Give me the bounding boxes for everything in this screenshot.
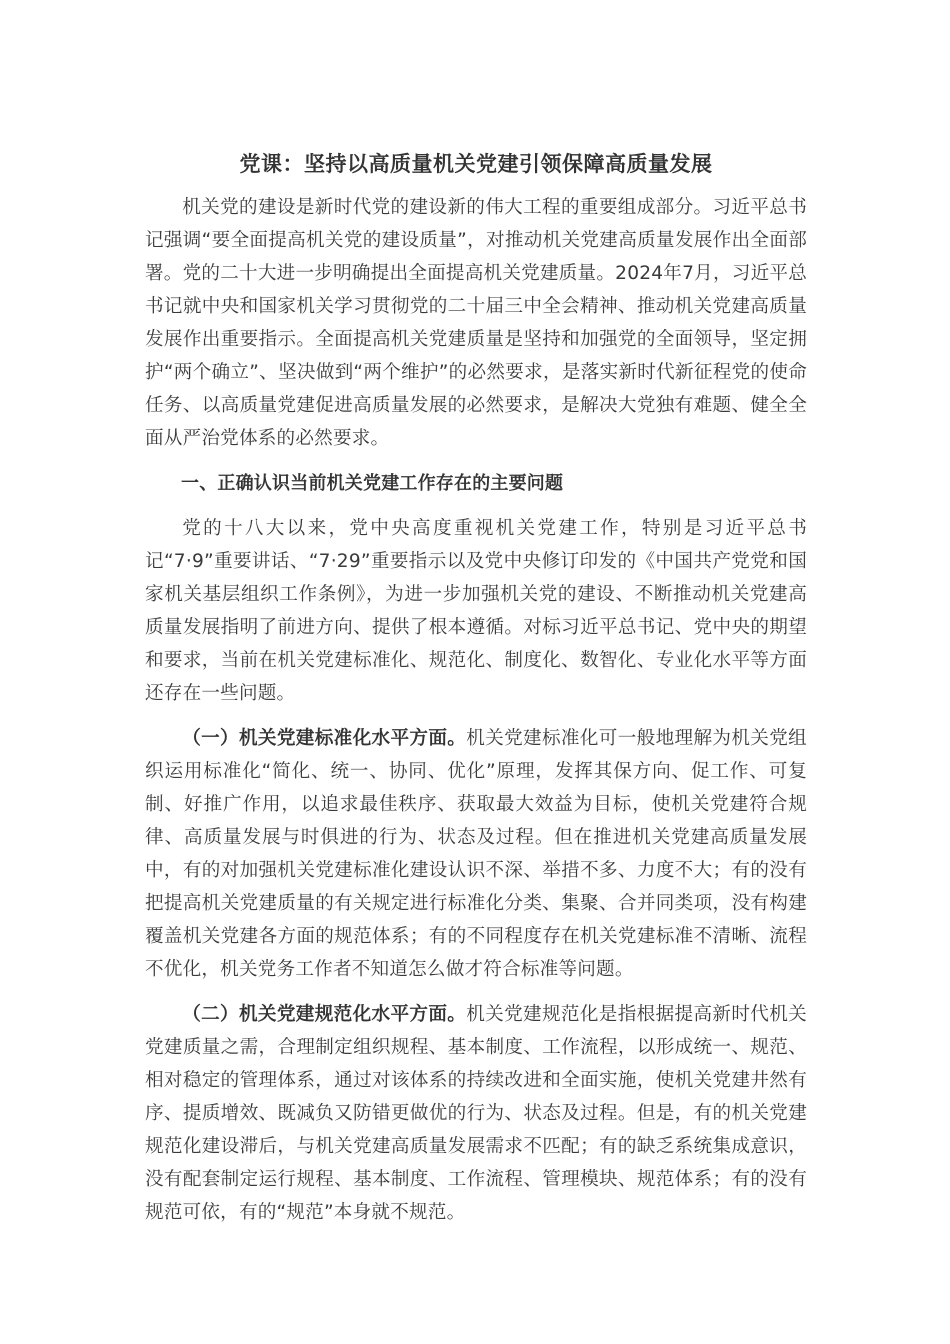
paragraph-gap [145, 710, 807, 722]
subsection-paragraph-2 [145, 998, 807, 1229]
intro-paragraph: 机关党的建设是新时代党的建设新的伟大工程的重要组成部分。习近平总书记强调“要全面提高机关党的建设质量”，对推动机关党建高质量发展作出全面部署。党的二十大进一步明确提出全面提高机关党建质量。2024年7月，习近平总书记就中央和国家机关学习贯彻党的二十届三中全会精神、推动机关党建高质量发展作出重要指示。全面提高机关党建质量是坚持和加强党的全面领导，坚定拥护“两个确立”、坚决做到“两个维护”的必然要求，是落实新时代新征程党的使命任务、以高质量党建促进高质量发展的必然要求，是解决大党独有难题、健全全面从严治党体系的必然要求。 [145, 197, 807, 449]
subsection-paragraph-1 [145, 722, 807, 986]
section-heading: 一、正确认识当前机关党建工作存在的主要问题 [181, 473, 564, 494]
subsection-lead: （一）机关党建标准化水平方面。 [182, 728, 467, 749]
subsection-body: 机关党建规范化是指根据提高新时代机关党建质量之需，合理制定组织规程、基本制度、工作流程，以形成统一、规范、相对稳定的管理体系，通过对该体系的持续改进和全面实施，使机关党建井然有序、提质增效、既减负又防错更做优的行为、状态及过程。但是，有的机关党建规范化建设滞后，与机关党建高质量发展需求不匹配；有的缺乏系统集成意识，没有配套制定运行规程、基本制度、工作流程、管理模块、规范体系；有的没有规范可依，有的“规范”本身就不规范。 [145, 1004, 807, 1223]
subsection-body: 机关党建标准化可一般地理解为机关党组织运用标准化“简化、统一、协同、优化”原理，发挥其保方向、促工作、可复制、好推广作用，以追求最佳秩序、获取最大效益为目标，使机关党建符合规律、高质量发展与时俱进的行为、状态及过程。但在推进机关党建高质量发展中，有的对加强机关党建标准化建设认识不深、举措不多、力度不大；有的没有把提高机关党建质量的有关规定进行标准化分类、集聚、合并同类项，没有构建覆盖机关党建各方面的规范体系；有的不同程度存在机关党建标准不清晰、流程不优化，机关党务工作者不知道怎么做才符合标准等问题。 [145, 728, 807, 980]
paragraph-gap [145, 986, 807, 998]
document-page [145, 145, 807, 1229]
subsection-lead: （二）机关党建规范化水平方面。 [182, 1004, 467, 1025]
paragraph-gap [145, 455, 807, 467]
document-title: 党课：坚持以高质量机关党建引领保障高质量发展 [239, 152, 713, 176]
section-body-paragraph: 党的十八大以来，党中央高度重视机关党建工作，特别是习近平总书记“7·9”重要讲话、“7·29”重要指示以及党中央修订印发的《中国共产党党和国家机关基层组织工作条例》，为进一步加强机关党的建设、不断推动机关党建高质量发展指明了前进方向、提供了根本遵循。对标习近平总书记、党中央的期望和要求，当前在机关党建标准化、规范化、制度化、数智化、专业化水平等方面还存在一些问题。 [145, 518, 807, 704]
paragraph-gap [145, 500, 807, 512]
